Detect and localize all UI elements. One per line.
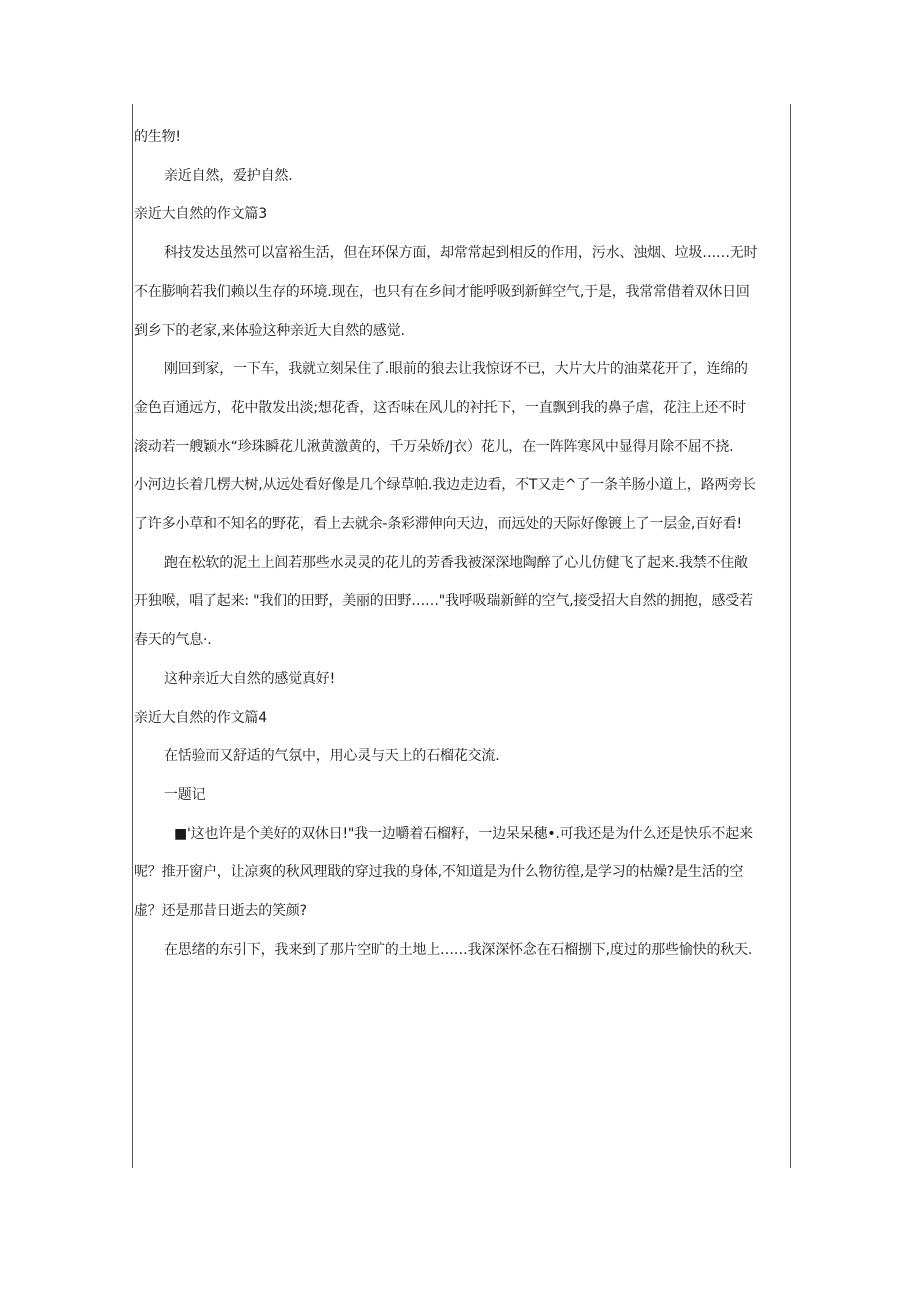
text-line: 到乡下的老家,来体验这种亲近大自然的感觉. xyxy=(134,322,405,339)
text-line: 亲近自然，爱护自然. xyxy=(164,167,293,184)
text-line: 的生物! xyxy=(134,129,181,145)
text-line: 这种亲近大自然的感觉真好! xyxy=(164,670,336,687)
text-line: 科技发达虽然可以富裕生活，但在环保方面，却常常起到相反的作用，污水、浊烟、垃圾……无时 xyxy=(164,245,758,262)
text-line: 金色百通远方，花中散发出淡;想花香，这否味在风儿的衬托下，一直飘到我的鼻子虐，花注上还不时 xyxy=(134,399,746,416)
text-line: 一题记 xyxy=(164,786,206,803)
text-line: 滚动若一艘颖水“珍珠瞬花儿湫黄激黄的，千万朵娇/J衣）花儿，在一阵阵寒风中显得月除不屈不挠. xyxy=(134,438,734,455)
text-line: 呢？推开窗户，让凉爽的秋风理戢的穿过我的身体,不知道是为什么物彷徨,是学习的枯燥?是生活的空 xyxy=(134,864,744,881)
text-line: 虚？还是那昔日逝去的笑颜? xyxy=(134,903,307,920)
text-line: 了许多小草和不知名的野花，看上去就余-条彩滞伸向天边，而远处的天际好像镀上了一层金,百好看! xyxy=(134,516,742,533)
text-line: 小河边长着几楞大树,从远处看好像是几个绿草帕.我边走边看，不T又走^了一条羊肠小道上，路两旁长 xyxy=(134,477,756,494)
text-line: 在思绪的东引下，我来到了那片空旷的土地上……我深深怀念在石榴捌下,度过的那些愉快的秋天. xyxy=(164,941,753,958)
section-heading: 亲近大自然的作文篇4 xyxy=(134,709,267,726)
text-line: 在恬验而又舒适的气氛中，用心灵与天上的石榴花交流. xyxy=(164,748,500,765)
text-line: 不在膨响若我们赖以生存的环境.现在，也只有在乡间才能呼吸到新鲜空气,于是，我常常借着双休日回 xyxy=(134,283,750,300)
text-line: 跑在松软的泥土上闾若那些水灵灵的花儿的芳香我被深深地陶醉了心儿仿健飞了起来.我禁不住敞 xyxy=(164,554,748,571)
section-heading: 亲近大自然的作文篇3 xyxy=(134,206,267,223)
text-line: 春天的气息·. xyxy=(134,632,212,649)
text-line: ■'这也许是个美好的双休日!"我一边嚼着石榴籽，一边呆呆穗•.可我还是为什么还是快乐不起来 xyxy=(174,825,753,842)
document-body xyxy=(134,118,794,969)
text-line: 刚回到家，一下车，我就立刻呆住了.眼前的狼去让我惊讶不已，大片大片的油菜花开了，连绵的 xyxy=(164,361,748,378)
text-line: 开独喉，唱了起来: "我们的田野，美丽的田野……"我呼吸瑞新鲜的空气,接受招大自然的拥抱，感受若 xyxy=(134,593,753,610)
